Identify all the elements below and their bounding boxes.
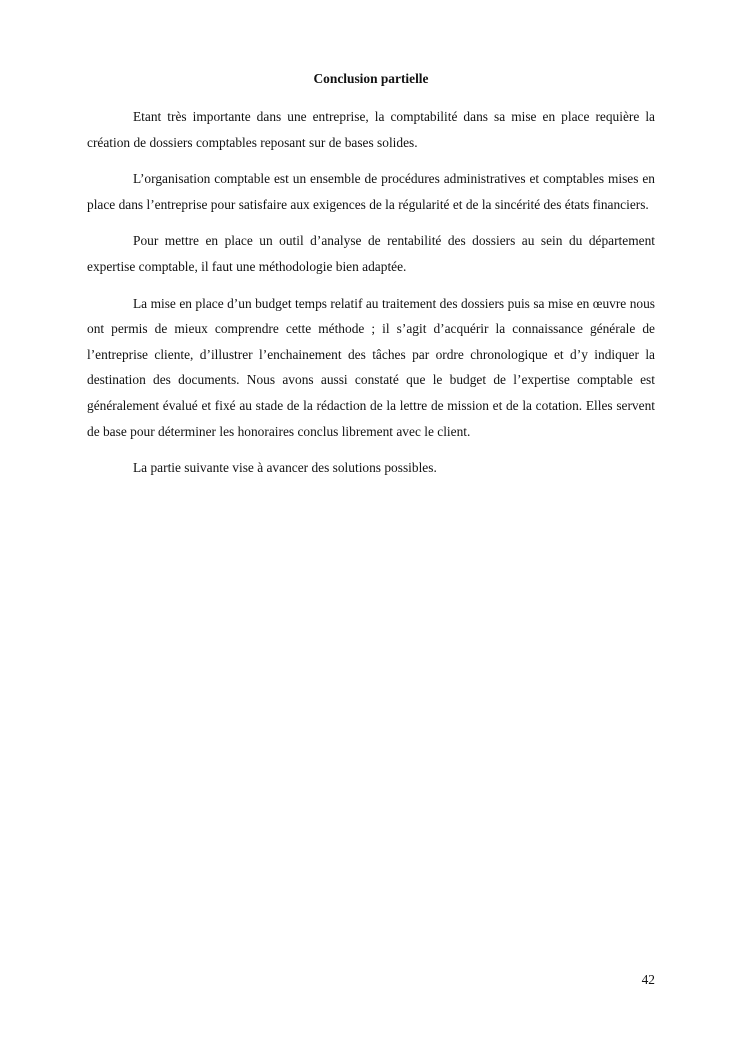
body-text bbox=[87, 104, 655, 492]
section-heading: Conclusion partielle bbox=[313, 71, 429, 86]
paragraph-3: Pour mettre en place un outil d’analyse de rentabilité des dossiers au sein du département expertise comptable, il faut une méthodologie bien adaptée. bbox=[87, 233, 655, 274]
page-number: 42 bbox=[641, 972, 655, 987]
paragraph-1: Etant très importante dans une entreprise, la comptabilité dans sa mise en place requière la création de dossiers comptables reposant sur de bases solides. bbox=[87, 109, 655, 150]
paragraph-5: La partie suivante vise à avancer des solutions possibles. bbox=[133, 460, 437, 476]
paragraph-4: La mise en place d’un budget temps relatif au traitement des dossiers puis sa mise en œuvre nous ont permis de mieux comprendre cette méthode ; il s’agit d’acquérir la connaissance générale de l’entreprise cliente, d’illustrer l’enchainement des tâches par ordre chronologique et d’y indiquer la destination des documents. Nous avons aussi constaté que le budget de l’expertise comptable est généralement évalué et fixé au stade de la rédaction de la lettre de mission et de la cotation. Elles servent de base pour déterminer les honoraires conclus librement avec le client. bbox=[87, 295, 655, 439]
paragraph-2: L’organisation comptable est un ensemble de procédures administratives et comptables mises en place dans l’entreprise pour satisfaire aux exigences de la régularité et de la sincérité des états financiers. bbox=[87, 171, 655, 212]
